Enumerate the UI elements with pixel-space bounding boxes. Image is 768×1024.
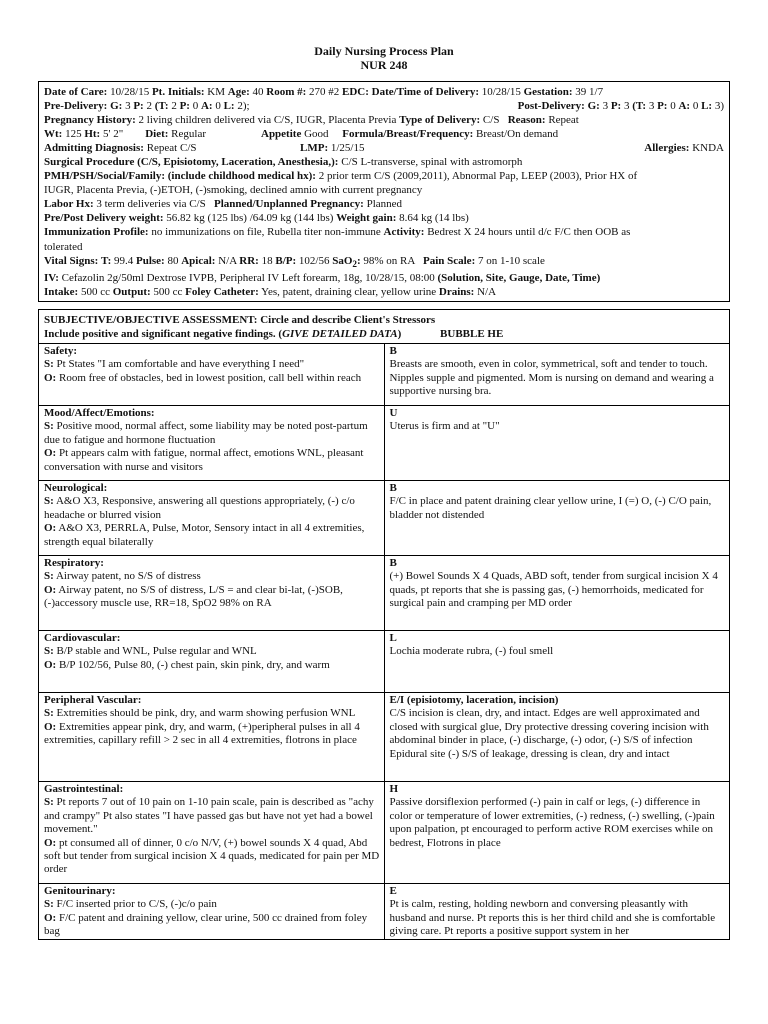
line-delivery-weight: Pre/Post Delivery weight: 56.82 kg (125 lbs) /64.09 kg (144 lbs) Weight gain: 8.64 kg (14 lbs) xyxy=(44,212,469,225)
assessment-left-cell xyxy=(39,480,385,555)
assessment-left-cell xyxy=(39,343,385,405)
section-title: Mood/Affect/Emotions: xyxy=(44,406,155,419)
section-title: Neurological: xyxy=(44,481,108,494)
assessment-row xyxy=(39,692,730,781)
assessment-right-cell xyxy=(384,480,730,555)
patient-info-box xyxy=(38,81,730,302)
line-weight: Wt: 125 Ht: 5' 2" Diet: Regular Appetite Good Formula/Breast/Frequency: Breast/On demand xyxy=(44,128,559,141)
document-page xyxy=(38,44,730,940)
assessment-left-cell xyxy=(39,883,385,939)
line-intake: Intake: 500 cc Output: 500 cc Foley Catheter: Yes, patent, draining clear, yellow urine Drains: N/A xyxy=(44,285,497,298)
assessment-left-cell xyxy=(39,781,385,883)
objective-text: O: Extremities appear pink, dry, and warm, (+)peripheral pulses in all 4 extremities, capillary refill > 2 sec in all 4 extremities, flotrons in place xyxy=(44,720,360,747)
line-labor: Labor Hx: 3 term deliveries via C/S Planned/Unplanned Pregnancy: Planned xyxy=(44,198,403,211)
assessment-row xyxy=(39,883,730,939)
assessment-row xyxy=(39,405,730,480)
assessment-right-cell xyxy=(384,343,730,405)
bubble-letter: B xyxy=(389,344,397,357)
objective-text: O: Room free of obstacles, bed in lowest position, call bell within reach xyxy=(44,371,362,384)
assessment-row xyxy=(39,630,730,692)
objective-text: O: Airway patent, no S/S of distress, L/S = and clear bi-lat, (-)SOB, (-)accessory muscle use, RR=18, SpO2 98% on RA xyxy=(44,583,343,610)
subjective-text: S: Pt States "I am comfortable and have everything I need" xyxy=(44,358,305,371)
bubble-text: C/S incision is clean, dry, and intact. Edges are well approximated and closed with surgical glue, Dry protective dressing covering incision with abdominal binder in place, (-) discharge, (-) odor, (-) S/S of infection xyxy=(389,707,709,747)
document-title: Daily Nursing Process Plan xyxy=(314,44,454,58)
assessment-right-cell xyxy=(384,555,730,630)
section-title: Gastrointestinal: xyxy=(44,782,124,795)
assessment-row xyxy=(39,480,730,555)
bubble-letter: U xyxy=(389,406,398,419)
section-title: Cardiovascular: xyxy=(44,631,121,644)
line-immunization: Immunization Profile: no immunizations on file, Rubella titer non-immune Activity: Bedrest X 24 hours until d/c F/C then OOB as xyxy=(44,226,631,239)
assessment-left-cell xyxy=(39,405,385,480)
subjective-text: S: Positive mood, normal affect, some liability may be noted post-partum due to fatigue and hormone fluctuation xyxy=(44,420,368,446)
bubble-text: Lochia moderate rubra, (-) foul smell xyxy=(389,645,554,658)
line-pregnancy-history: Pregnancy History: 2 living children delivered via C/S, IUGR, Placenta Previa Type of Delivery: C/S Reason: Repeat xyxy=(44,114,579,127)
section-title: Peripheral Vascular: xyxy=(44,693,142,706)
section-title: Genitourinary: xyxy=(44,884,116,897)
objective-text: O: B/P 102/56, Pulse 80, (-) chest pain, skin pink, dry, and warm xyxy=(44,658,330,671)
subjective-text: S: Airway patent, no S/S of distress xyxy=(44,570,201,583)
assessment-row xyxy=(39,555,730,630)
objective-text: O: A&O X3, PERRLA, Pulse, Motor, Sensory intact in all 4 extremities, strength equal bilaterally xyxy=(44,522,365,548)
assessment-left-cell xyxy=(39,630,385,692)
line-pmh: PMH/PSH/Social/Family: (include childhood medical hx): 2 prior term C/S (2009,2011), Abnormal Pap, LEEP (2003), Prior HX of xyxy=(44,170,638,183)
bubble-letter: E xyxy=(389,884,397,897)
bubble-text: (+) Bowel Sounds X 4 Quads, ABD soft, tender from surgical incision X 4 quads, pt reports that she is passing gas, (-) hemorrhoids, medicated for surgical pain and cramping per MD order xyxy=(389,570,718,610)
assessment-header xyxy=(39,309,730,343)
assessment-right-cell xyxy=(384,883,730,939)
objective-text: O: pt consumed all of dinner, 0 c/o N/V, (+) bowel sounds X 4 quad, Abd soft but tender from surgical incision X 4 quads, medicated for pain per MD order xyxy=(44,836,380,876)
subjective-text: S: Extremities should be pink, dry, and warm showing perfusion WNL xyxy=(44,707,356,720)
section-title: Safety: xyxy=(44,344,77,357)
bubble-text: Passive dorsiflexion performed (-) pain in calf or legs, (-) difference in color or temperature of lower extremities, (-) redness, (-) swelling, (-)pain upon palpation, pt encouraged to perform active ROM exercises while on bedrest, Flotrons in place xyxy=(389,796,715,849)
assessment-table xyxy=(38,309,730,940)
bubble-letter: H xyxy=(389,782,399,795)
line-surgical: Surgical Procedure (C/S, Episiotomy, Laceration, Anesthesia,): C/S L-transverse, spinal with astromorph xyxy=(44,156,523,169)
objective-text: O: F/C patent and draining yellow, clear urine, 500 cc drained from foley bag xyxy=(44,911,368,938)
bubble-letter: E/I (episiotomy, laceration, incision) xyxy=(389,693,559,706)
bubble-text: Breasts are smooth, even in color, symmetrical, soft and tender to touch. Nipples supple and pigmented. Mom is nursing on demand and wearing a supportive nursing bra. xyxy=(389,358,714,398)
subjective-text: S: B/P stable and WNL, Pulse regular and WNL xyxy=(44,645,257,658)
line-admitting: Admitting Diagnosis: Repeat C/S LMP: 1/25/15 Allergies: KNDA xyxy=(44,142,724,155)
assessment-row xyxy=(39,781,730,883)
line-activity-cont: tolerated xyxy=(44,240,83,253)
assessment-left-cell xyxy=(39,555,385,630)
objective-text: O: Pt appears calm with fatigue, normal affect, emotions WNL, pleasant conversation with nurse and visitors xyxy=(44,447,364,473)
bubble-letter: L xyxy=(389,631,397,644)
bubble-text: Uterus is firm and at "U" xyxy=(389,420,500,433)
subjective-text: S: Pt reports 7 out of 10 pain on 1-10 pain scale, pain is described as "achy and crampy" Pt also states "I have passed gas but have not yet had a bowel movement." xyxy=(44,796,374,836)
bubble-text-extra: Epidural site (-) S/S of leakage, dressing is clean, dry and intact xyxy=(389,747,670,760)
bubble-text: F/C in place and patent draining clear yellow urine, I (=) O, (-) C/O pain, bladder not distended xyxy=(389,495,712,521)
line-gravida: Pre-Delivery: G: 3 P: 2 (T: 2 P: 0 A: 0 L: 2); Post-Delivery: G: 3 P: 3 (T: 3 P: 0 A: 0 L: 3) xyxy=(44,100,724,113)
bubble-letter: B xyxy=(389,556,397,569)
assessment-row xyxy=(39,343,730,405)
line-iv: IV: Cefazolin 2g/50ml Dextrose IVPB, Peripheral IV Left forearm, 18g, 10/28/15, 08:00 (Solution, Site, Gauge, Date, Time) xyxy=(44,271,601,284)
assessment-subheading: Include positive and significant negative findings. (GIVE DETAILED DATA) BUBBLE HE xyxy=(44,327,504,340)
assessment-right-cell xyxy=(384,405,730,480)
line-date: Date of Care: 10/28/15 Pt. Initials: KM Age: 40 Room #: 270 #2 EDC: Date/Time of Delivery: 10/28/15 Gestation: 39 1/7 xyxy=(44,86,604,98)
bubble-text: Pt is calm, resting, holding newborn and conversing pleasantly with husband and nurse. Pt reports this is her third child and she is comfortable giving care. Pt reports a positive support system in her xyxy=(389,898,716,938)
assessment-right-cell xyxy=(384,781,730,883)
subjective-text: S: F/C inserted prior to C/S, (-)c/o pain xyxy=(44,898,217,911)
assessment-right-cell xyxy=(384,630,730,692)
assessment-heading: SUBJECTIVE/OBJECTIVE ASSESSMENT: Circle and describe Client's Stressors xyxy=(44,313,436,326)
course-code: NUR 248 xyxy=(360,58,408,72)
line-vitals: Vital Signs: T: 99.4 Pulse: 80 Apical: N/A RR: 18 B/P: 102/56 SaO$_2$: 98% on RA Pain Scale: 7 on 1-10 scale xyxy=(44,254,545,269)
assessment-rows xyxy=(39,343,730,939)
line-pmh-cont: IUGR, Placenta Previa, (-)ETOH, (-)smoking, declined amnio with current pregnancy xyxy=(44,184,423,197)
assessment-left-cell xyxy=(39,692,385,781)
section-title: Respiratory: xyxy=(44,556,104,569)
bubble-letter: B xyxy=(389,481,397,494)
subjective-text: S: A&O X3, Responsive, answering all questions appropriately, (-) c/o headache or blurred vision xyxy=(44,495,355,521)
assessment-right-cell xyxy=(384,692,730,781)
